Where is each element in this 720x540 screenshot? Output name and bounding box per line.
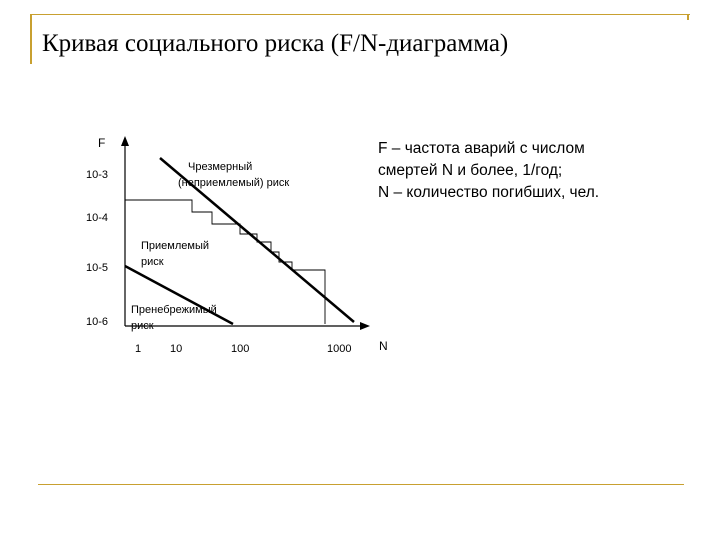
region-excessive-label: (неприемлемый) риск bbox=[178, 177, 290, 189]
slide-title: Кривая социального риска (F/N-диаграмма) bbox=[42, 30, 509, 57]
legend-line: F – частота аварий с числом bbox=[378, 140, 585, 157]
region-excessive-label: Чрезмерный bbox=[188, 161, 253, 173]
y-tick-label: 10-6 bbox=[86, 316, 109, 328]
legend-text bbox=[378, 138, 698, 204]
y-tick-label: 10-5 bbox=[86, 262, 109, 274]
y-axis-label: F bbox=[98, 136, 106, 150]
y-axis-arrow bbox=[121, 136, 129, 146]
region-acceptable-label: Приемлемый bbox=[141, 240, 209, 252]
x-tick-label: 100 bbox=[231, 343, 250, 355]
legend-line: N – количество погибших, чел. bbox=[378, 184, 600, 201]
x-axis-arrow bbox=[360, 322, 370, 330]
x-tick-label: 1 bbox=[135, 343, 142, 355]
region-acceptable-label: риск bbox=[141, 256, 164, 268]
y-tick-label: 10-3 bbox=[86, 169, 109, 181]
region-negligible-label: риск bbox=[131, 320, 154, 332]
x-axis-label: N bbox=[379, 339, 388, 353]
y-tick-label: 10-4 bbox=[86, 212, 109, 224]
region-negligible-label: Пренебрежимый bbox=[131, 304, 217, 316]
legend-line: смертей N и более, 1/год; bbox=[378, 162, 563, 179]
x-tick-label: 10 bbox=[170, 343, 183, 355]
x-tick-label: 1000 bbox=[327, 343, 352, 355]
